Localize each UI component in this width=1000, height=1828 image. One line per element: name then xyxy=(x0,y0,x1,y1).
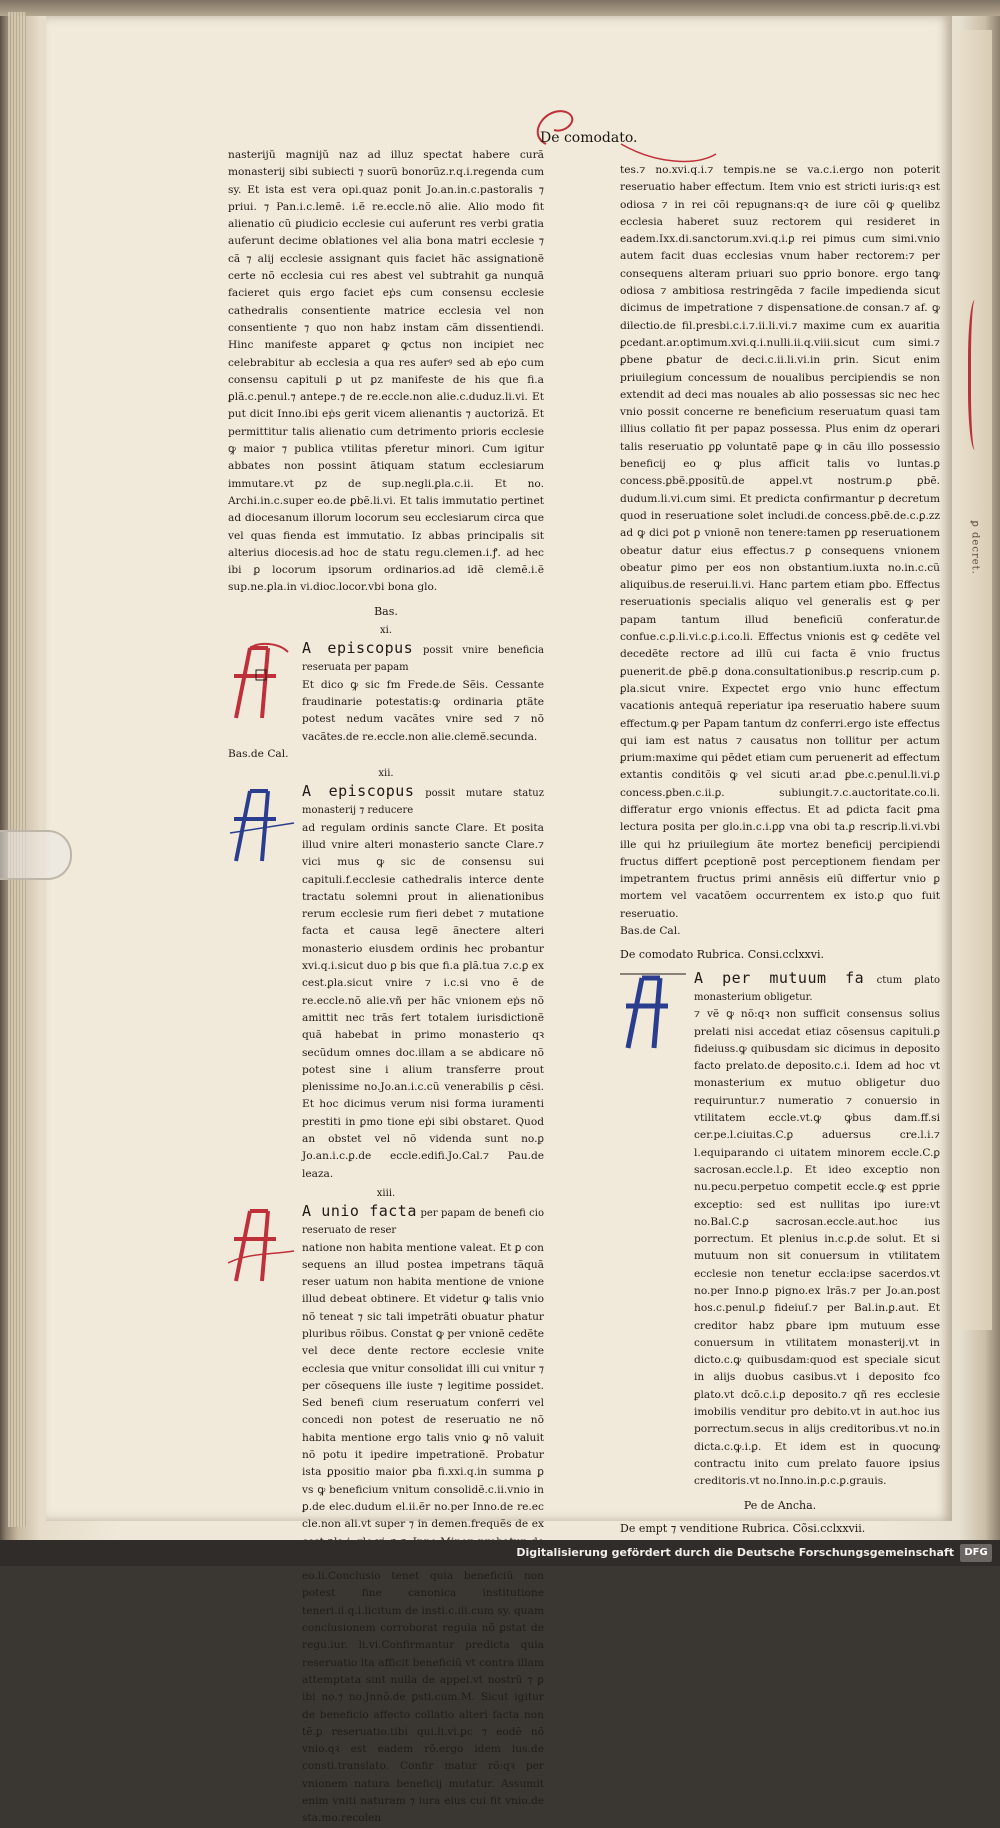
section-xii xyxy=(228,767,544,1183)
section-heading: A unio facta xyxy=(302,1201,417,1220)
section-heading: A per mutuum fa xyxy=(694,968,865,987)
section-heading-tail: possit vnire beneficia reseruata per papam xyxy=(302,645,545,674)
rubric-de-comodato: De comodato Rubrica. Consi.cclxxvi. xyxy=(620,948,824,962)
section-heading: A episcopus xyxy=(302,782,415,801)
dfg-logo: DFG xyxy=(960,1544,992,1562)
section-signature: Bas.de Cal. xyxy=(228,747,289,760)
section-body: ad regulam ordinis sancte Clare. Et posita illud vnire alteri monasterio sancte Clare.⁊ vici mus ꝙ sic de consensu sui capituli.f.ecclesie cathedralis interce dente tractatu solemni prout in alienationibus rerum ecclesie rum fieri debet ⁊ mutatione facta et causa legẽ ãnectere alteri monasterio eiusdem ordinis hec probantur xvi.q.i.sicut duo ꝑ bis que fi.a ꝑlã.tua ⁊.c.ꝑ ex cest.ꝑla.sicut vnire ⁊ i.c.si vno ẽ de re.eccle.nõ alie.vñ per hãc vnionem eṗs nõ amittit nec trãs fert totalem iurisdictionẽ quã habebat in primo monasterio qꝛ secũdum omnes doc.illam a se abdicare nõ potest sine i alium transferre prout plenissime no.Jo.an.i.c.cũ venerabilis ꝑ cẽsi. Et hoc dicimus verum nisi forma iuramenti prestiti in ꝑmo tione eṗi sibi obstaret. Quod an obstet vel nõ videnda sunt no.ꝑ Jo.an.i.c.ꝑ.de eccle.edifi.Jo.Cal.⁊ Pau.de leaza. xyxy=(302,821,544,1180)
section-heading-tail: ctum ꝑlato monasterium obligetur. xyxy=(694,974,940,1003)
section-body: ⁊ vẽ ꝙ nõ:qꝛ non sufficit consensus solius prelati nisi accedat etiaz cõsensus capituli.ꝑ fideiuss.ꝙ quibusdam sic dicimus in deposito facto prelato.de deposito.c.i. Idem ad hoc vt monasterium ex mutuo obligetur duo requiruntur.⁊ numeratio ⁊ conuersio in vtilitatem eccle.vt.ꝙ ꝙbus dam.ff.si cer.pe.l.ciuitas.C.ꝑ aduersus cre.l.i.⁊ l.equiparando ci uitatem minorem eccle.C.ꝑ sacrosan.eccle.l.ꝑ. Et ideo exceptio non nu.pecu.perpetuo competit eccle.ꝙ est ꝑprie exceptio: sed est nullitas ipo iure:vt no.Bal.C.ꝑ sacrosan.eccle.aut.hoc ius porrectum. Et plenius in.c.ꝑ.de solut. Et si mutuum non sit conuersum in vtilitatem ecclesie non tenetur eccla:ipse sacerdos.vt no.per Inno.ꝑ pigno.ex lrãs.⁊ per Jo.an.post hos.c.penul.ꝑ fideiuſ.⁊ per Bal.in.ꝑ.aut. Et creditor habz ꝑbare ipm mutuum esse conuersum in vtilitatem monasterij.vt in dicto.c.ꝙ quibusdam:quod est speciale sicut in alijs duobus casibus.vt i deposito fco ꝑlato.vt dcõ.c.i.ꝑ deposito.⁊ qñ res ecclesie imobilis venditur pro debito.vt in aut.hoc ius porrectum.secus in alijs creditoribus.vt no.in dicta.c.ꝙ.i.ꝑ. Et idem est in quocunꝙ contractu inito cum prelato fauore ipsius creditoris.vt no.Inno.in.ꝑ.c.ꝑ.grauis. xyxy=(694,1008,940,1488)
section-number: xi. xyxy=(379,625,393,637)
section-heading-tail: possit mutare statuz monasterij ⁊ reducere xyxy=(302,788,544,817)
section-xi xyxy=(228,624,544,763)
section-body: Et dico ꝙ sic fm Frede.de Sẽis. Cessante fraudinarie potestatis:ꝙ ordinaria ꝑtãte potest nedum vacãtes vnire sed ⁊ nõ vacãtes.de re.eccle.non alie.clemẽ.secunda. xyxy=(302,678,544,743)
margin-annotation: ꝑ decret. xyxy=(969,520,981,575)
section-number: xiii. xyxy=(376,1187,396,1199)
page-edges xyxy=(8,12,26,1527)
section-heading: A episcopus xyxy=(302,639,414,658)
blue-initial-A xyxy=(228,783,296,865)
section-heading-tail: per papam de benefi cio reseruato de reser xyxy=(302,1207,545,1237)
left-opening-text: nasterijŭ magnijŭ naz ad illuz spectat habere curã monasterij sibi subiecti ⁊ suorũ bonorũz.r.q.i.regenda cum sy. Et ista est vera opi.quaz ponit Jo.an.in.c.pastoralis ⁊ priui. ⁊ Pan.i.c.lemẽ. i.ẽ re.eccle.nõ alie. Alio modo fit alienatio cũ ꝑiudicio ecclesie cui auferunt res verbi gratia auferunt decime oblationes vel alia bona matri ecclesie ⁊ cã ⁊ alij ecclesie assignant quis faciet hãc assignationẽ certe nõ ecclesia cui res abest vel subtrahit ga nunquã facieret quis ergo faciet eṗs cum consensu ecclesie cathedralis consentiente matrice ecclesia vel non consentiente ⁊ quo non habz instam cãm dissentiendi. Hinc manifeste apparet ꝙ ꝙctus non incipiet nec celebrabitur ab ecclesia a qua res auferꝰ sed ab eṗo cum consensu capituli ꝑ ut ꝑz manifeste de his que fi.a ꝑlã.c.penul.⁊ antepe.⁊ de re.eccle.non alie.c.duduz.li.vi. Et put dicit Inno.ibi eṗs gerit vicem alienantis ⁊ auctorizã. Et permittitur talis alienatio cum detrimento prioris ecclesie ꝙ maior ⁊ publica vtilitas pferetur minori. Cum igitur abbates non possint ãtiquam statum ecclesiarum immutare.vt ꝑz de sup.negli.ꝑla.c.ii. Et no. Archi.in.c.super eo.de ꝑbẽ.li.vi. Et talis immutatio pertinet ad diocesanum illorum locorum seu ecclesiarum circa que vel quas fienda est immutatio. Iz abbas principalis sit alterius diocesis.ad hoc de statu regu.clemen.i.ꝭ. ad hec ibi ꝑ locorum ipsorum ordinarios.ad idẽ clemẽ.i.ẽ sup.ne.ꝑla.in vi.dioc.locor.vbi bona glo. xyxy=(228,149,544,594)
footer-credit: Digitalisierung gefördert durch die Deutsche Forschungsgemeinschaft xyxy=(516,1546,954,1559)
red-margin-mark xyxy=(968,300,985,450)
red-initial-A xyxy=(228,1203,296,1285)
rubric-de-emptione: De empt ⁊ venditione Rubrica. Cõsi.cclxxvii. xyxy=(620,1521,866,1535)
section-body: natione non habita mentione valeat. Et ꝑ con sequens an illud postea impetrans tãquã reser uatum non habita mentione de vnione illud debeat obtinere. Et videtur ꝙ talis vnio nõ teneat ⁊ sic tali impetrãti obuatur phatur pluribus rõibus. Constat ꝙ per vnionẽ cedẽte vel dece dente rectore ecclesie vnite ecclesia que vnitur consolidat illi cui vnitur ⁊ per cõsequens ille iuste ⁊ legitime possidet. Sed benefi cium reseruatum conferri vel concedi non potest de reseruatio ne nõ habita mentione ergo talis vnio ꝙ nõ valuit nõ potu it ipedire impetrationẽ. Probatur ista ꝑpositio maior ꝑba fi.xxi.q.in summa ꝑ vs ꝙ beneficium vnitum consolidẽ.c.ii.vnio in ꝑ.de elec.dudum el.ii.ẽr no.per Inno.de re.ec cle.non ali.vt super ⁊ in demen.frequẽs de ex eo.li.Conclusio tenet quia beneficiũ non potest fine canonica institutione teneri.ii.q.i.licitum de insti.c.iii.cum sy. quam conclusionem corroborat regula nõ ꝑstat de regu.iur. li.vi.Confirmantur predicta quia reseruatio ita afficit beneficiũ vt contra illam attemptata sint nulla de appel.vt nostrũ ⁊ ꝑ ibi no.⁊ no.Jnnõ.de ꝑsti.cum.M. Sicut igitur de beneficio affecto collatio alteri facta non tẽ.ꝑ reseruatio.tibi qui.li.vi.ꝑc ⁊ eodẽ nõ vnio.qꝛ est eadem rõ.ergo idem ius.de consti.translato. Confir matur rõ:qꝛ per vnionem natura beneficij mutatur. Assumit enim vniti naturam ⁊ iura eius cui fit vnio.de sta.mo.recolen xyxy=(302,1241,544,1825)
right-opening-signature: Bas.de Cal. xyxy=(620,925,681,938)
book-clip xyxy=(0,830,72,880)
red-initial-A xyxy=(228,640,296,722)
section-xiii xyxy=(228,1187,544,1828)
right-opening-text: tes.⁊ no.xvi.q.i.⁊ tempis.ne se va.c.i.ergo non poterit reseruatio haber effectum. Item vnio est stricti iuris:qꝛ est odiosa ⁊ in rei cõi repugnans:qꝛ de iure cõi ꝙ quelibz ecclesia haberet suuz rectorem qui resideret in eadem.Ixx.di.sanctorum.xvi.q.i.ꝑ rei pimus cum simi.vnio autem facit duas ecclesias vnum haber rectorem:⁊ per consequens alteram priuari suo ꝑprio bonore. ergo tanꝙ odiosa ⁊ ambitiosa restringẽda ⁊ facile impedienda sicut dicimus de impetratione ⁊ dispensatione.de consan.⁊ af. ꝙ dilectio.de fil.presbi.c.i.⁊.ii.li.vi.⁊ maxime cum ex auaritia ꝑcedant.ar.optimum.xvi.q.i.nulli.ii.q.viii.sicut cum simi.⁊ ꝑbene ꝑbatur de deci.c.ii.li.vi.in ꝑrin. Sicut enim priuilegium concessum de noualibus percipiendis se non extendit ad deci mas nouales ab alio possessas sic nec hec vnio possit concerne re beneficium reseruatum quasi tam illius collatio fit per papaz possessa. Plus enim dz operari talis reseruatio ꝑꝑ voluntatẽ pape ꝙ in cãu illo possessio beneficij eo ꝙ plus afficit talis vo luntas.ꝑ concess.ꝑbẽ.ꝑpositũ.de appel.vt nostrum.ꝑ ꝑbẽ. dudum.li.vi.cum simi. Et predicta confirmantur ꝑ decretum quod in reseruatione solet includi.de concess.ꝑbẽ.de.c.ꝑ.zz ad ꝙ dici ꝑot ꝑ vnionẽ non tenere:tamen ꝑꝑ reseruationem obeatur datur eius effectus.⁊ ꝑ consequens vnionem obeatur ꝑimo per eos non obstantium.iuxta no.in.c.cũ aliquibus.de reserui.li.vi. Hanc partem etiam ꝑbo. Effectus reseruationis specialis aliquo vel generalis est ꝙ per papam tantum illud beneficiũ conferatur.de confue.c.ꝑ.li.vi.c.ꝑ.i.co.li. Effectus vnionis est ꝙ cedẽte vel decedẽte rectore ad illũ cui facta ẽ vnio fructus ꝑuenerit.de ꝑbẽ.ꝑ dona.consultationibus.ꝑ rescrip.cum ꝑ. ꝑla.sicut vnire. Expectet ergo vnio hunc effectum vacationis antequã reperiatur ipa reseruatio habere suum effectum.ꝙ per Papam tantum dz conferri.ergo iste effectus qui iam est natus ⁊ causatus non tollitur per actum ꝑrium:maxime qui pẽdet etiam cum peruenerit ad effectum extantis conditõis ꝙ vel sicuti ar.ad ꝑbe.c.penul.li.vi.ꝑ concess.ꝑben.c.ii.ꝑ. subiungit.⁊.c.auctoritate.co.li. differatur ergo vnionis effectus. Et ad ꝑdicta facit ꝑma lectura posita per glo.in.c.i.ꝑꝑ vna obi ta.ꝑ rescrip.li.vi.vbi ille qui hz priuilegium ãte mortez beneficij percipiendi fructus differt ꝑceptionẽ post perceptionem fiendam per impetrantem fructus primi annẽsis eiũ differtur vnio ꝑ mortem vel vacatõem occurrentem ex isto.ꝑ quo fuit reseruatio. xyxy=(620,164,940,920)
binding-top xyxy=(0,0,1000,16)
blue-initial-A xyxy=(620,970,688,1052)
left-opening-signature: Bas. xyxy=(374,604,398,618)
running-title: De comodato. xyxy=(540,130,638,146)
section-per-mutuum xyxy=(620,970,940,1514)
footer-bar xyxy=(0,1540,1000,1566)
right-column xyxy=(620,162,940,1543)
section-signature: Pe de Ancha. xyxy=(743,1498,817,1512)
section-number: xii. xyxy=(378,768,394,780)
facing-page-strip xyxy=(958,30,992,1330)
left-column xyxy=(228,147,544,1828)
